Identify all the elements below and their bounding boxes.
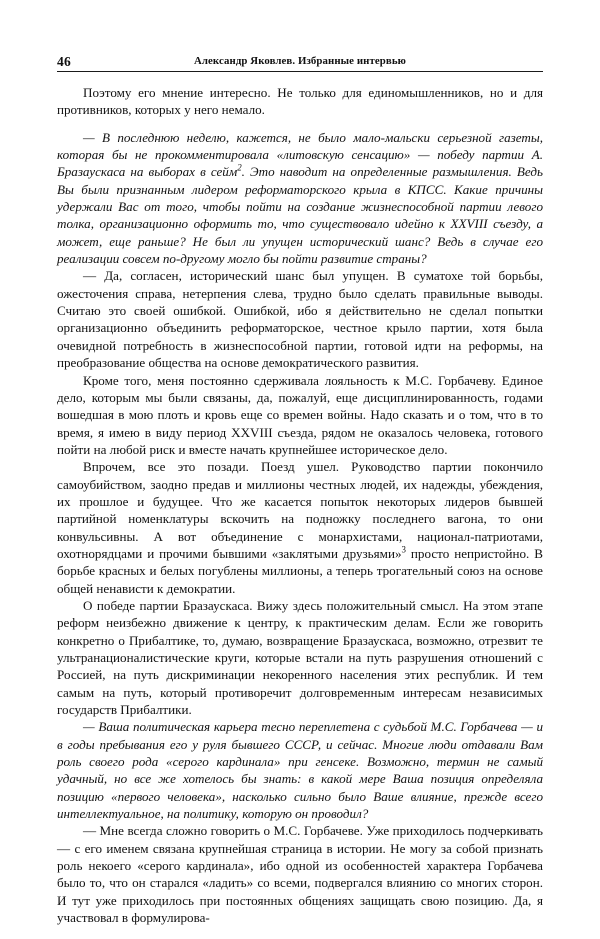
- vprochem-text-after-note: просто непристойно. В борьбе красных и белых погублены миллионы, а теперь трогательный союз на основе общей ненависти к демократии.: [57, 545, 543, 596]
- vprochem-text-before-note: Впрочем, все это позади. Поезд ушел. Руководство партии покончило самоубийством, заодно предав и миллионы честных людей, их надежды, убеждения, их прошлое и будущее. Что же касается попыток некоторых лидеров бывшей партийной номенклатуры вскочить на подножку последнего вагона, то они конвульсивны. А вот объединение с монархистами, национал-патриотами, охотнорядцами и прочими бывшими «заклятыми друзьями»: [57, 459, 543, 561]
- question-1-text-after-note: . Это наводит на определенные размышления. Ведь Вы были признанным лидером реформаторского крыла в КПСС. Какие причины удержали Вас от того, чтобы пойти на создание жизнеспособной партии левого толка, организационно оформить то, что существовало идейно к XXVIII съезду, а может, еще раньше? Не был ли упущен исторический шанс? Ведь в случае его реализации совсем по-другому могло бы пойти развитие страны?: [57, 164, 543, 267]
- paragraph-answer-1: — Да, согласен, исторический шанс был упущен. В суматохе той борьбы, ожесточения справа, нетерпения слева, трудно было сделать правильные выводы. Считаю это своей ошибкой. Ошибкой, ибо я действительно не сделал попытки организационно объединить реформаторское, честное крыло партии, хотя была очевидной потребность в жизнеспособной партии, готовой идти на реформы, на преобразование общества на основе демократического развития.: [57, 268, 543, 371]
- running-title: Александр Яковлев. Избранные интервью: [193, 55, 406, 68]
- paragraph-intro: Поэтому его мнение интересно. Не только для единомышленников, но и для противников, которых у него немало.: [57, 85, 543, 118]
- body-text: [57, 84, 543, 927]
- paragraph-interview-question-2: — Ваша политическая карьера тесно переплетена с судьбой М.С. Горбачева — и в годы пребывания его у руля бывшего СССР, и сейчас. Многие люди отдавали Вам роль своего рода «серого кардинала» при генсеке. Возможно, термин не самый удачный, но все же хотелось бы знать: в какой мере Ваша позиция определяла позицию «первого человека», насколько сильно было Ваше влияние, прежде всего интеллектуальное, на политику, которую он проводил?: [57, 719, 543, 822]
- footnote-marker-3: 3: [401, 544, 406, 555]
- page-number: 46: [57, 53, 71, 69]
- running-head: [57, 48, 543, 72]
- paragraph-krome-togo: Кроме того, меня постоянно сдерживала лояльность к М.С. Горбачеву. Единое дело, которым мы были связаны, да, пожалуй, еще дисциплинированность, годами вошедшая в мою плоть и кровь еще со времен войны. Надо сказать и о том, что в то время, я имею в виду период XXVIII съезда, рядом не оказалось человека, готового пойти на любой риск и вместе начать крупнейшее историческое дело.: [57, 372, 543, 457]
- paragraph-interview-question-1: [57, 129, 543, 268]
- footnote-marker-2: 2: [237, 163, 242, 174]
- paragraph-o-pobede: О победе партии Бразаускаса. Вижу здесь положительный смысл. На этом этапе реформ неизбежно движение к центру, к практическим делам. Если же говорить конкретно о Прибалтике, то, думаю, возвращение Бразаускаса, возможно, отрезвит те ультранационалистические круги, которые встали на путь разрушения отношений с Россией, на путь дискриминации некоренного населения этих республик. И тем самым на путь, который противоречит долговременным интересам независимых государств Прибалтики.: [57, 597, 543, 718]
- paragraph-answer-2: — Мне всегда сложно говорить о М.С. Горбачеве. Уже приходилось подчеркивать — с его именем связана крупнейшая страница в истории. Не могу за собой признать роль некоего «серого кардинала», ибо одной из особенностей характера Горбачева было то, что он старался «ладить» со всеми, подвергался влиянию со многих сторон. И тут уже приходилось при постоянных общениях защищать свою позицию. Да, я участвовал в формулирова-: [57, 823, 543, 926]
- paragraph-vprochem: [57, 458, 543, 597]
- question-1-text-before-note: — В последнюю неделю, кажется, не было мало-мальски серьезной газеты, которая бы не прокомментировала «литовскую сенсацию» — победу партии А. Бразаускаса на выборах в сейм: [57, 129, 543, 180]
- running-head-inner: [57, 48, 543, 71]
